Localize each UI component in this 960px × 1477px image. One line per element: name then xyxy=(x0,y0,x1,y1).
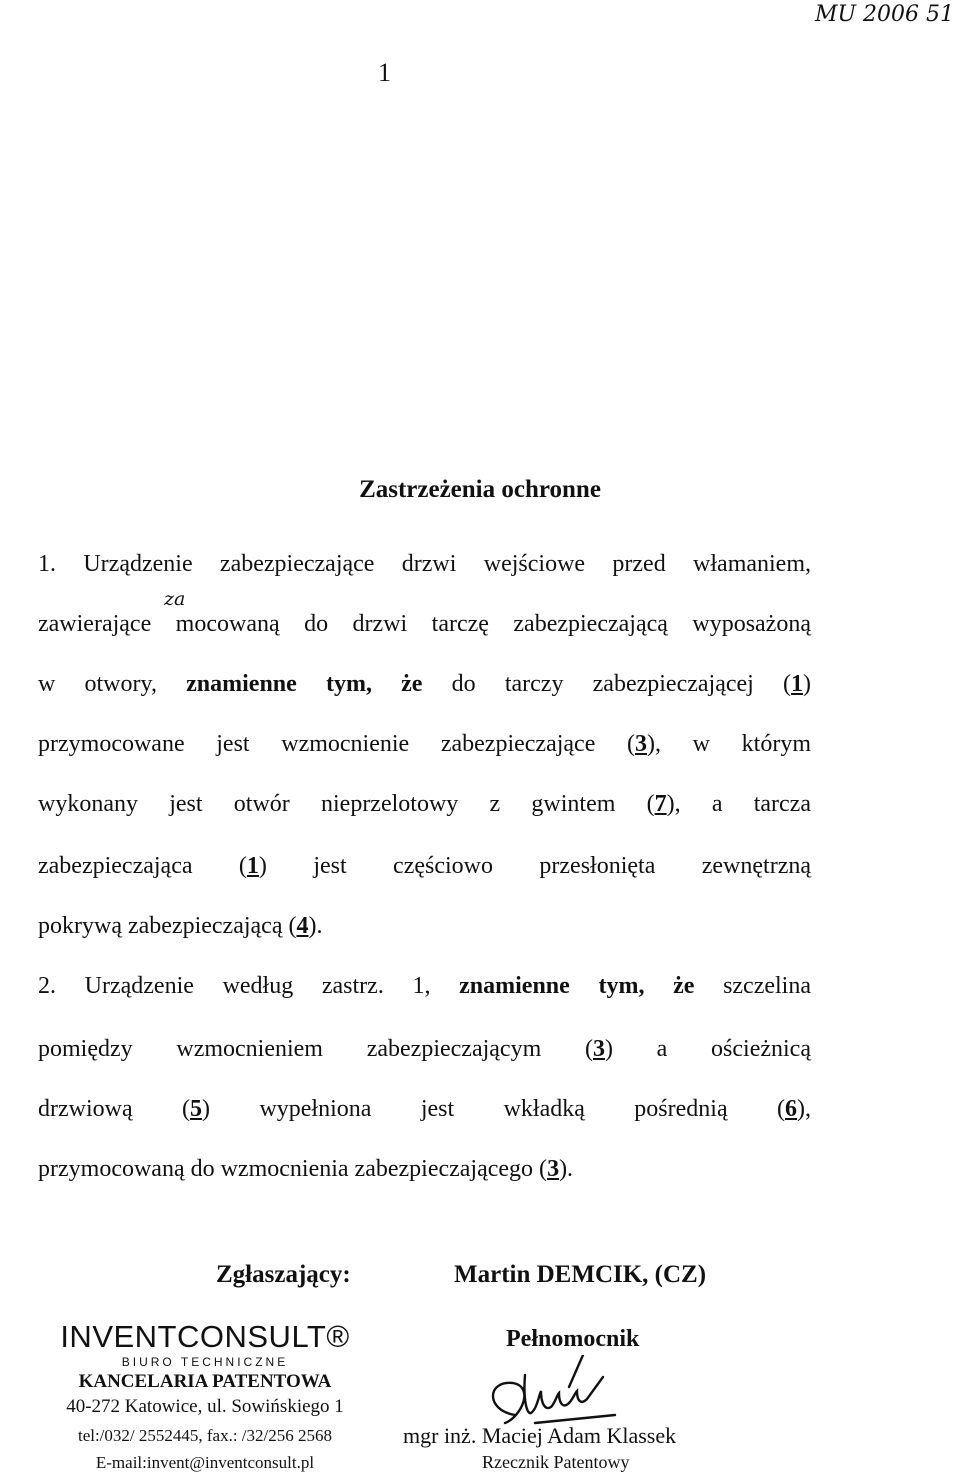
claim-1-line-6: zabezpieczająca (1) jest częściowo przesłonięta zewnętrzną xyxy=(38,853,812,879)
signature-stroke xyxy=(493,1355,615,1423)
stamp-email: E-mail:invent@inventconsult.pl xyxy=(95,1453,315,1472)
attorney-label: Pełnomocnik xyxy=(506,1326,640,1352)
handwritten-annotation: za xyxy=(164,588,186,610)
claim-2-line-4: przymocowaną do wzmocnienia zabezpieczającego (3). xyxy=(38,1156,574,1182)
applicant-label: Zgłaszający: xyxy=(216,1261,351,1288)
claim-1-line-2: zawierające mocowaną do drzwi tarczę zabezpieczającą wyposażoną xyxy=(38,611,811,637)
applicant-name: Martin DEMCIK, (CZ) xyxy=(454,1261,707,1288)
claim-1-line-5: wykonany jest otwór nieprzelotowy z gwintem (7), a tarcza xyxy=(38,791,811,817)
attorney-role: Rzecznik Patentowy xyxy=(482,1452,630,1472)
handwritten-reference: MU 2006 51 xyxy=(815,2,955,27)
stamp-phone: tel:/032/ 2552445, fax.: /32/256 2568 xyxy=(77,1426,333,1445)
stamp-address: 40-272 Katowice, ul. Sowińskiego 1 xyxy=(66,1396,344,1417)
claim-2-line-2: pomiędzy wzmocnieniem zabezpieczającym (3) a ościeżnicą xyxy=(38,1036,811,1062)
page-title: Zastrzeżenia ochronne xyxy=(359,476,601,503)
stamp-brand: INVENTCONSULT® xyxy=(60,1319,350,1354)
claim-2-line-3: drzwiową (5) wypełniona jest wkładką pośrednią (6), xyxy=(38,1096,811,1122)
stamp-subtitle: BIURO TECHNICZNE xyxy=(121,1355,289,1369)
claim-1-line-1: 1. Urządzenie zabezpieczające drzwi wejściowe przed włamaniem, xyxy=(38,551,811,577)
page-number: 1 xyxy=(378,58,391,87)
stamp-title: KANCELARIA PATENTOWA xyxy=(78,1371,332,1392)
claim-2-line-1: 2. Urządzenie według zastrz. 1, znamienne tym, że szczelina xyxy=(38,973,811,999)
claim-1-line-3: w otwory, znamienne tym, że do tarczy zabezpieczającej (1) xyxy=(38,671,812,697)
claim-1-line-4: przymocowane jest wzmocnienie zabezpieczające (3), w którym xyxy=(38,731,811,757)
attorney-name: mgr inż. Maciej Adam Klassek xyxy=(403,1423,677,1448)
stamp xyxy=(38,1320,372,1476)
claim-1-line-7: pokrywą zabezpieczającą (4). xyxy=(38,913,323,939)
